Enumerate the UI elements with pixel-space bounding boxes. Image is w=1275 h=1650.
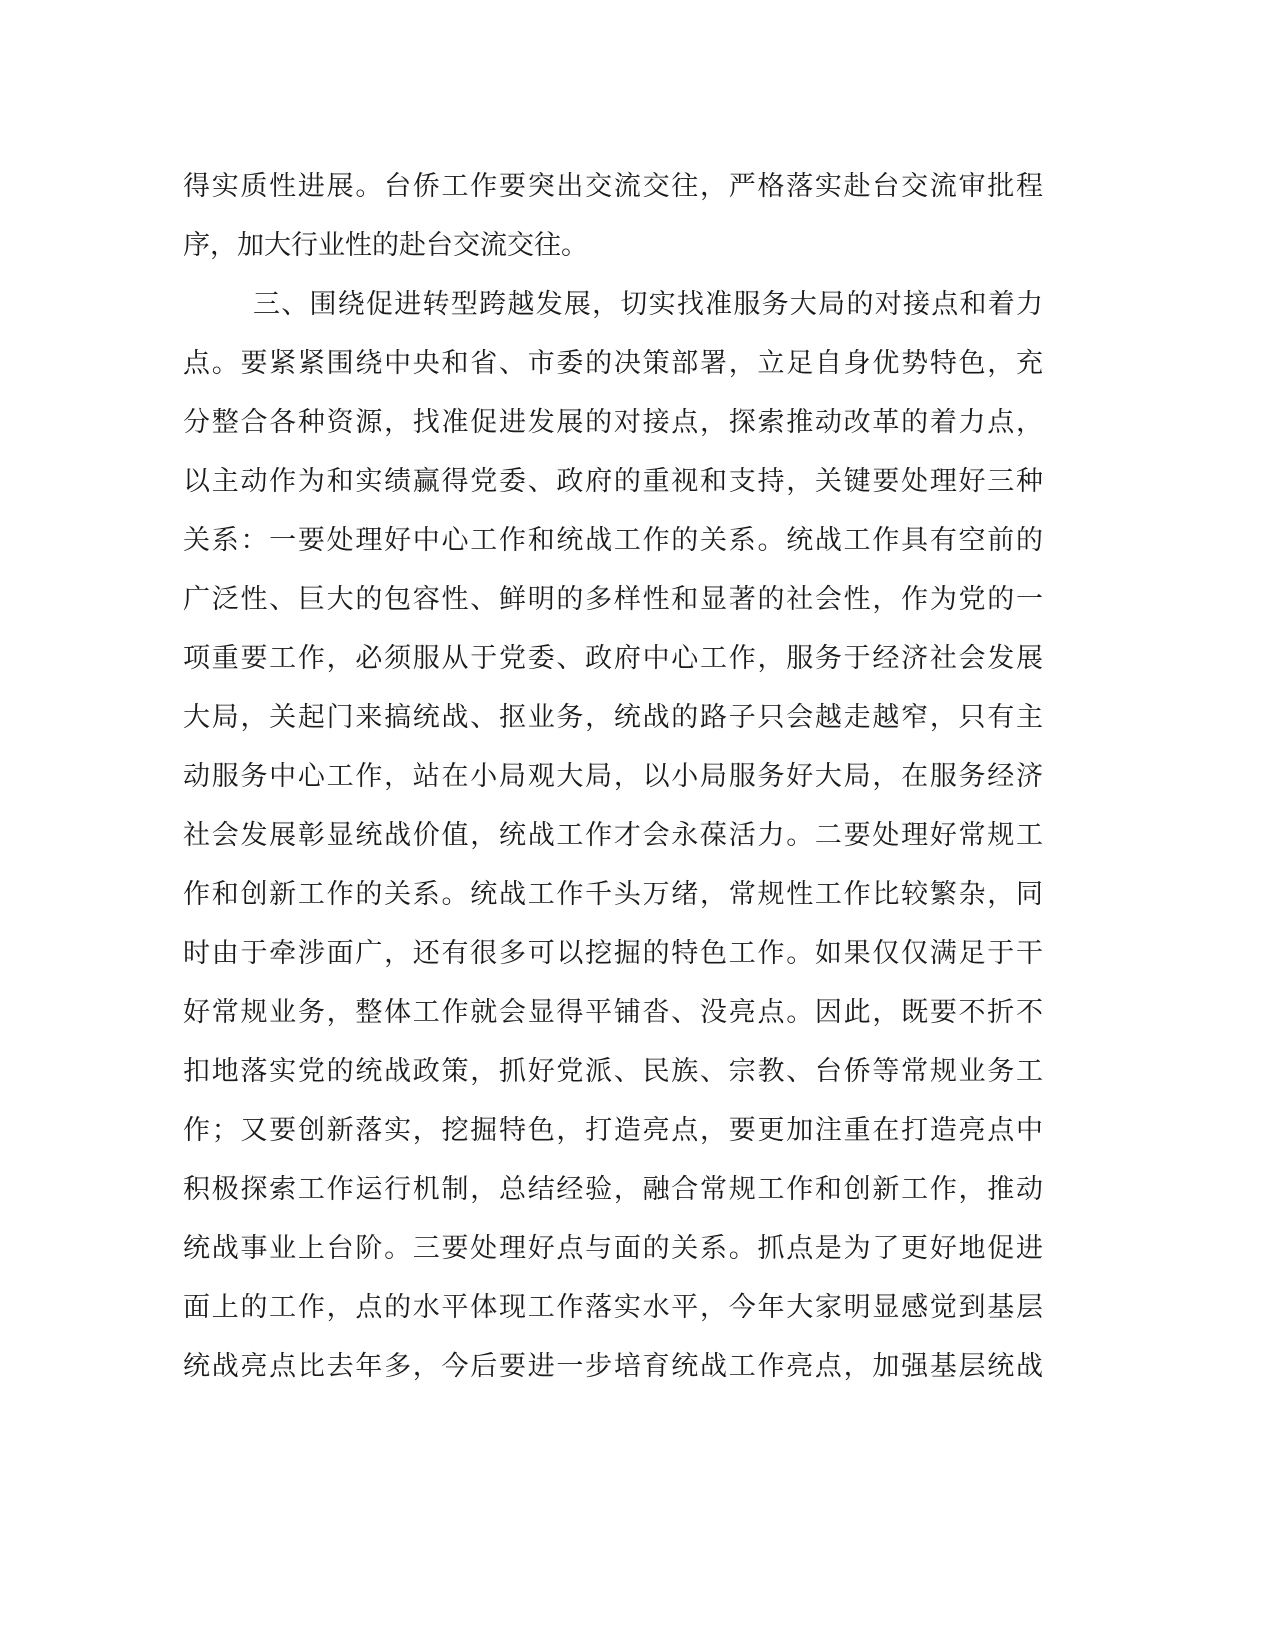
text-line: 得实质性进展。台侨工作要突出交流交往，严格落实赴台交流审批程 xyxy=(183,171,1043,202)
text-line: 关系：一要处理好中心工作和统战工作的关系。统战工作具有空前的 xyxy=(183,525,1043,556)
text-line: 统战事业上台阶。三要处理好点与面的关系。抓点是为了更好地促进 xyxy=(183,1233,1043,1264)
text-line: 扣地落实党的统战政策，抓好党派、民族、宗教、台侨等常规业务工 xyxy=(183,1056,1043,1087)
text-line: 以主动作为和实绩赢得党委、政府的重视和支持，关键要处理好三种 xyxy=(183,466,1043,497)
text-line: 社会发展彰显统战价值，统战工作才会永葆活力。二要处理好常规工 xyxy=(183,820,1043,851)
body-text xyxy=(183,157,1043,1396)
text-line: 作；又要创新落实，挖掘特色，打造亮点，要更加注重在打造亮点中 xyxy=(183,1115,1043,1146)
text-line: 积极探索工作运行机制，总结经验，融合常规工作和创新工作，推动 xyxy=(183,1174,1043,1205)
text-line: 分整合各种资源，找准促进发展的对接点，探索推动改革的着力点， xyxy=(183,407,1043,438)
text-line: 点。要紧紧围绕中央和省、市委的决策部署，立足自身优势特色，充 xyxy=(183,348,1043,379)
text-line: 时由于牵涉面广，还有很多可以挖掘的特色工作。如果仅仅满足于干 xyxy=(183,938,1043,969)
text-line: 广泛性、巨大的包容性、鲜明的多样性和显著的社会性，作为党的一 xyxy=(183,584,1043,615)
text-line: 作和创新工作的关系。统战工作千头万绪，常规性工作比较繁杂，同 xyxy=(183,879,1043,910)
text-line: 动服务中心工作，站在小局观大局，以小局服务好大局，在服务经济 xyxy=(183,761,1043,792)
text-line: 面上的工作，点的水平体现工作落实水平，今年大家明显感觉到基层 xyxy=(183,1292,1043,1323)
text-line: 三、围绕促进转型跨越发展，切实找准服务大局的对接点和着力 xyxy=(253,289,1043,320)
text-line: 统战亮点比去年多，今后要进一步培育统战工作亮点，加强基层统战 xyxy=(183,1351,1043,1382)
text-line: 大局，关起门来搞统战、抠业务，统战的路子只会越走越窄，只有主 xyxy=(183,702,1043,733)
text-line: 好常规业务，整体工作就会显得平铺沓、没亮点。因此，既要不折不 xyxy=(183,997,1043,1028)
text-line: 序，加大行业性的赴台交流交往。 xyxy=(183,230,588,261)
text-line: 项重要工作，必须服从于党委、政府中心工作，服务于经济社会发展 xyxy=(183,643,1043,674)
